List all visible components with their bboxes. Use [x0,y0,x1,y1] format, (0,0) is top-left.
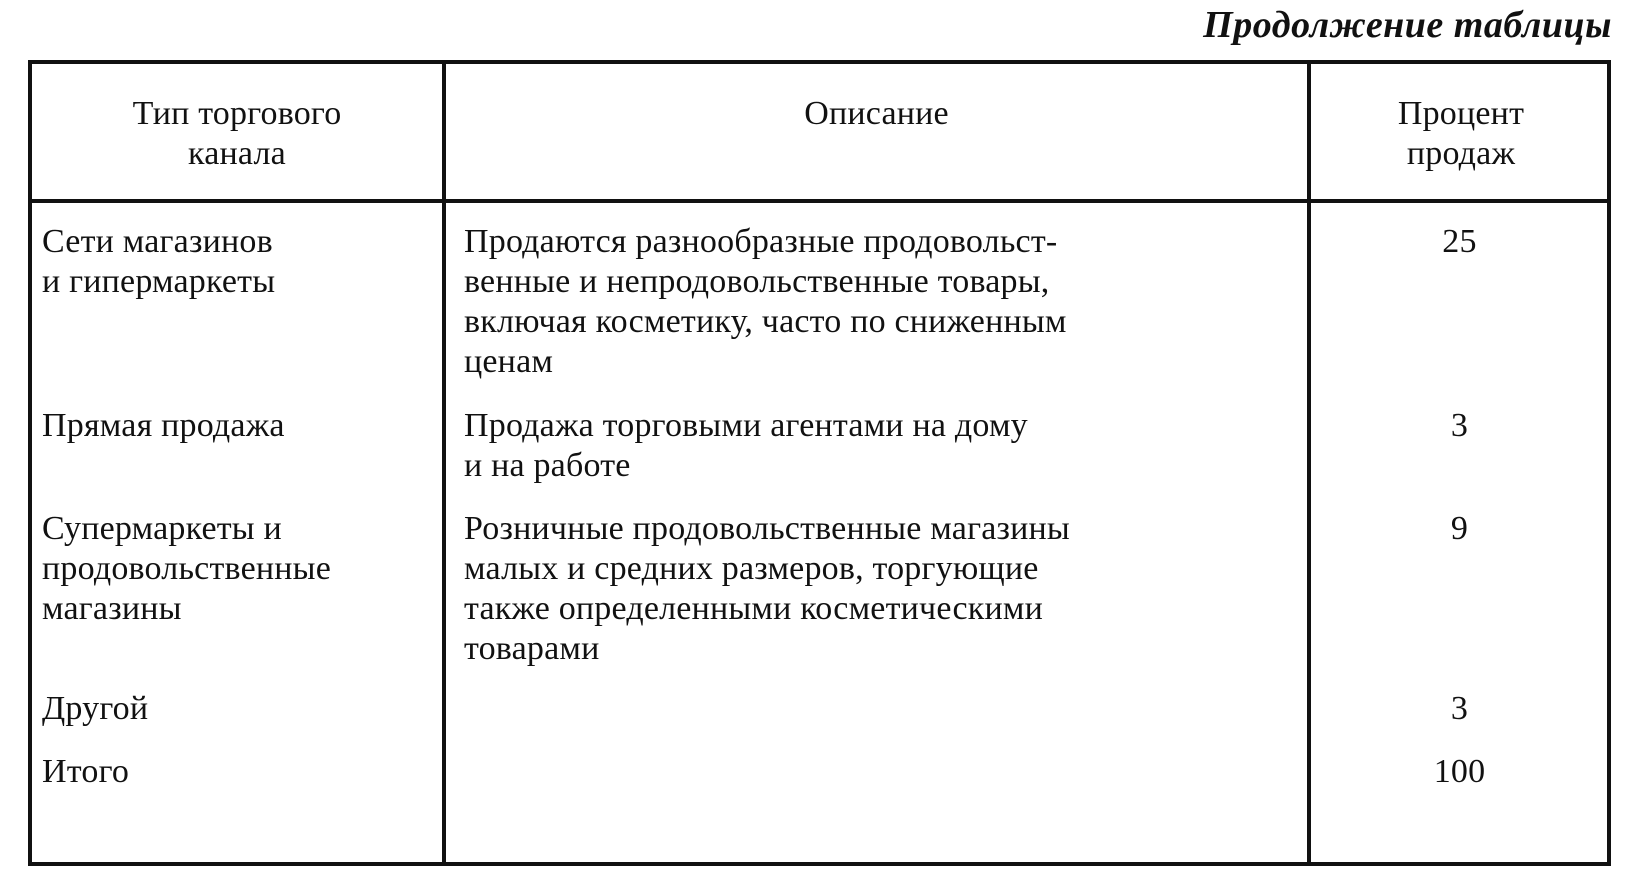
column-divider [442,64,446,862]
header-sales-percent: Процент продаж [1397,95,1525,172]
row-3-type: Супермаркеты и продовольственные магазины [42,510,331,627]
column-divider [1307,64,1311,862]
header-description: Описание [804,95,949,132]
row-4-percent: 3 [1450,690,1469,727]
table-caption: Продолжение таблицы [1203,4,1612,46]
header-channel-type: Тип торгового канала [132,95,342,172]
row-3-description: Розничные продовольственные магазины малых и средних размеров, торгующие также определенными косметическими товарами [464,510,1070,667]
row-2-type: Прямая продажа [42,407,285,444]
row-3-percent: 9 [1450,510,1469,547]
row-total-percent: 100 [1433,753,1486,790]
row-4-type: Другой [42,690,149,727]
row-total-type: Итого [42,753,130,790]
sales-channel-table [28,60,1611,866]
header-divider [32,199,1607,203]
row-1-percent: 25 [1442,223,1477,260]
row-2-description: Продажа торговыми агентами на дому и на работе [464,407,1028,484]
row-1-description: Продаются разнообразные продовольст- венные и непродовольственные товары, включая косметику, часто по сниженным ценам [464,223,1067,380]
row-2-percent: 3 [1450,407,1469,444]
row-1-type: Сети магазинов и гипермаркеты [42,223,276,300]
